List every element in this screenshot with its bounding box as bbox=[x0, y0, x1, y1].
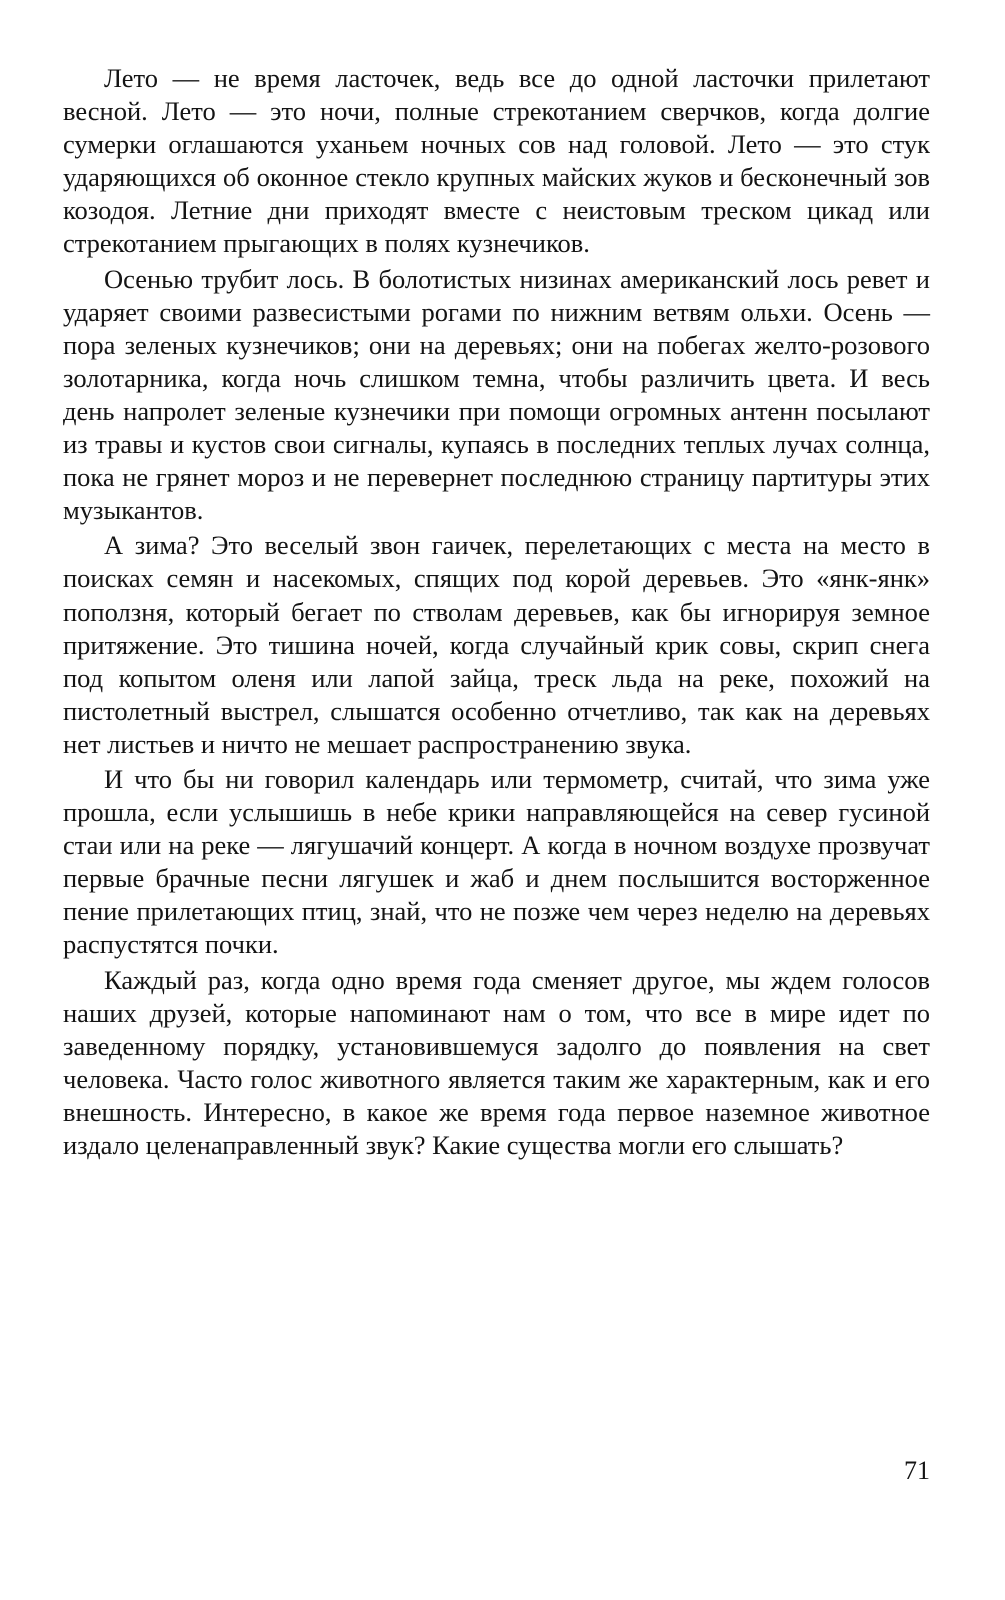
paragraph-seasons: Каждый раз, когда одно время года сменяет другое, мы ждем голосов наших друзей, которые напоминают нам о том, что все в мире идет по заведенному порядку, установившемуся задолго до появления на свет человека. Часто голос животного является таким же характерным, как и его внешность. Интересно, в какое же время года первое наземное животное издало целенаправленный звук? Какие существа могли его слышать? bbox=[63, 964, 930, 1160]
page-body bbox=[63, 62, 930, 1164]
paragraph-summer: Лето — не время ласточек, ведь все до одной ласточки прилетают весной. Лето — это ночи, полные стрекотанием сверчков, когда долгие сумерки оглашаются уханьем ночных сов над головой. Лето — это стук ударяющихся об оконное стекло крупных майских жуков и бесконечный зов козодоя. Летние дни приходят вместе с неистовым треском цикад или стрекотанием прыгающих в полях кузнечиков. bbox=[63, 63, 930, 259]
paragraph-spring: И что бы ни говорил календарь или термометр, считай, что зима уже прошла, если услышишь в небе крики направляющейся на север гусиной стаи или на реке — лягушачий концерт. А когда в ночном воздухе прозвучат первые брачные песни лягушек и жаб и днем послышится восторженное пение прилетающих птиц, знай, что не позже чем через неделю на деревьях распустятся почки. bbox=[63, 763, 930, 960]
page-number: 71 bbox=[904, 1456, 930, 1485]
paragraph-winter: А зима? Это веселый звон гаичек, перелетающих с места на место в поисках семян и насекомых, спящих под корой деревьев. Это «янк-янк» поползня, который бегает по стволам деревьев, как бы игнорируя земное притяжение. Это тишина ночей, когда случайный крик совы, скрип снега под копытом оленя или лапой зайца, треск льда на реке, похожий на пистолетный выстрел, слышатся особенно отчетливо, так как на деревьях нет листьев и ничто не мешает распространению звука. bbox=[63, 530, 930, 759]
paragraph-autumn: Осенью трубит лось. В болотистых низинах американский лось ревет и ударяет своими развесистыми рогами по нижним ветвям ольхи. Осень — пора зеленых кузнечиков; они на деревьях; они на побегах желто-розового золотарника, когда ночь слишком темна, чтобы различить цвета. И весь день напролет зеленые кузнечики при помощи огромных антенн посылают из травы и кустов свои сигналы, купаясь в последних теплых лучах солнца, пока не грянет мороз и не перевернет последнюю страницу партитуры этих музыкантов. bbox=[63, 263, 930, 526]
